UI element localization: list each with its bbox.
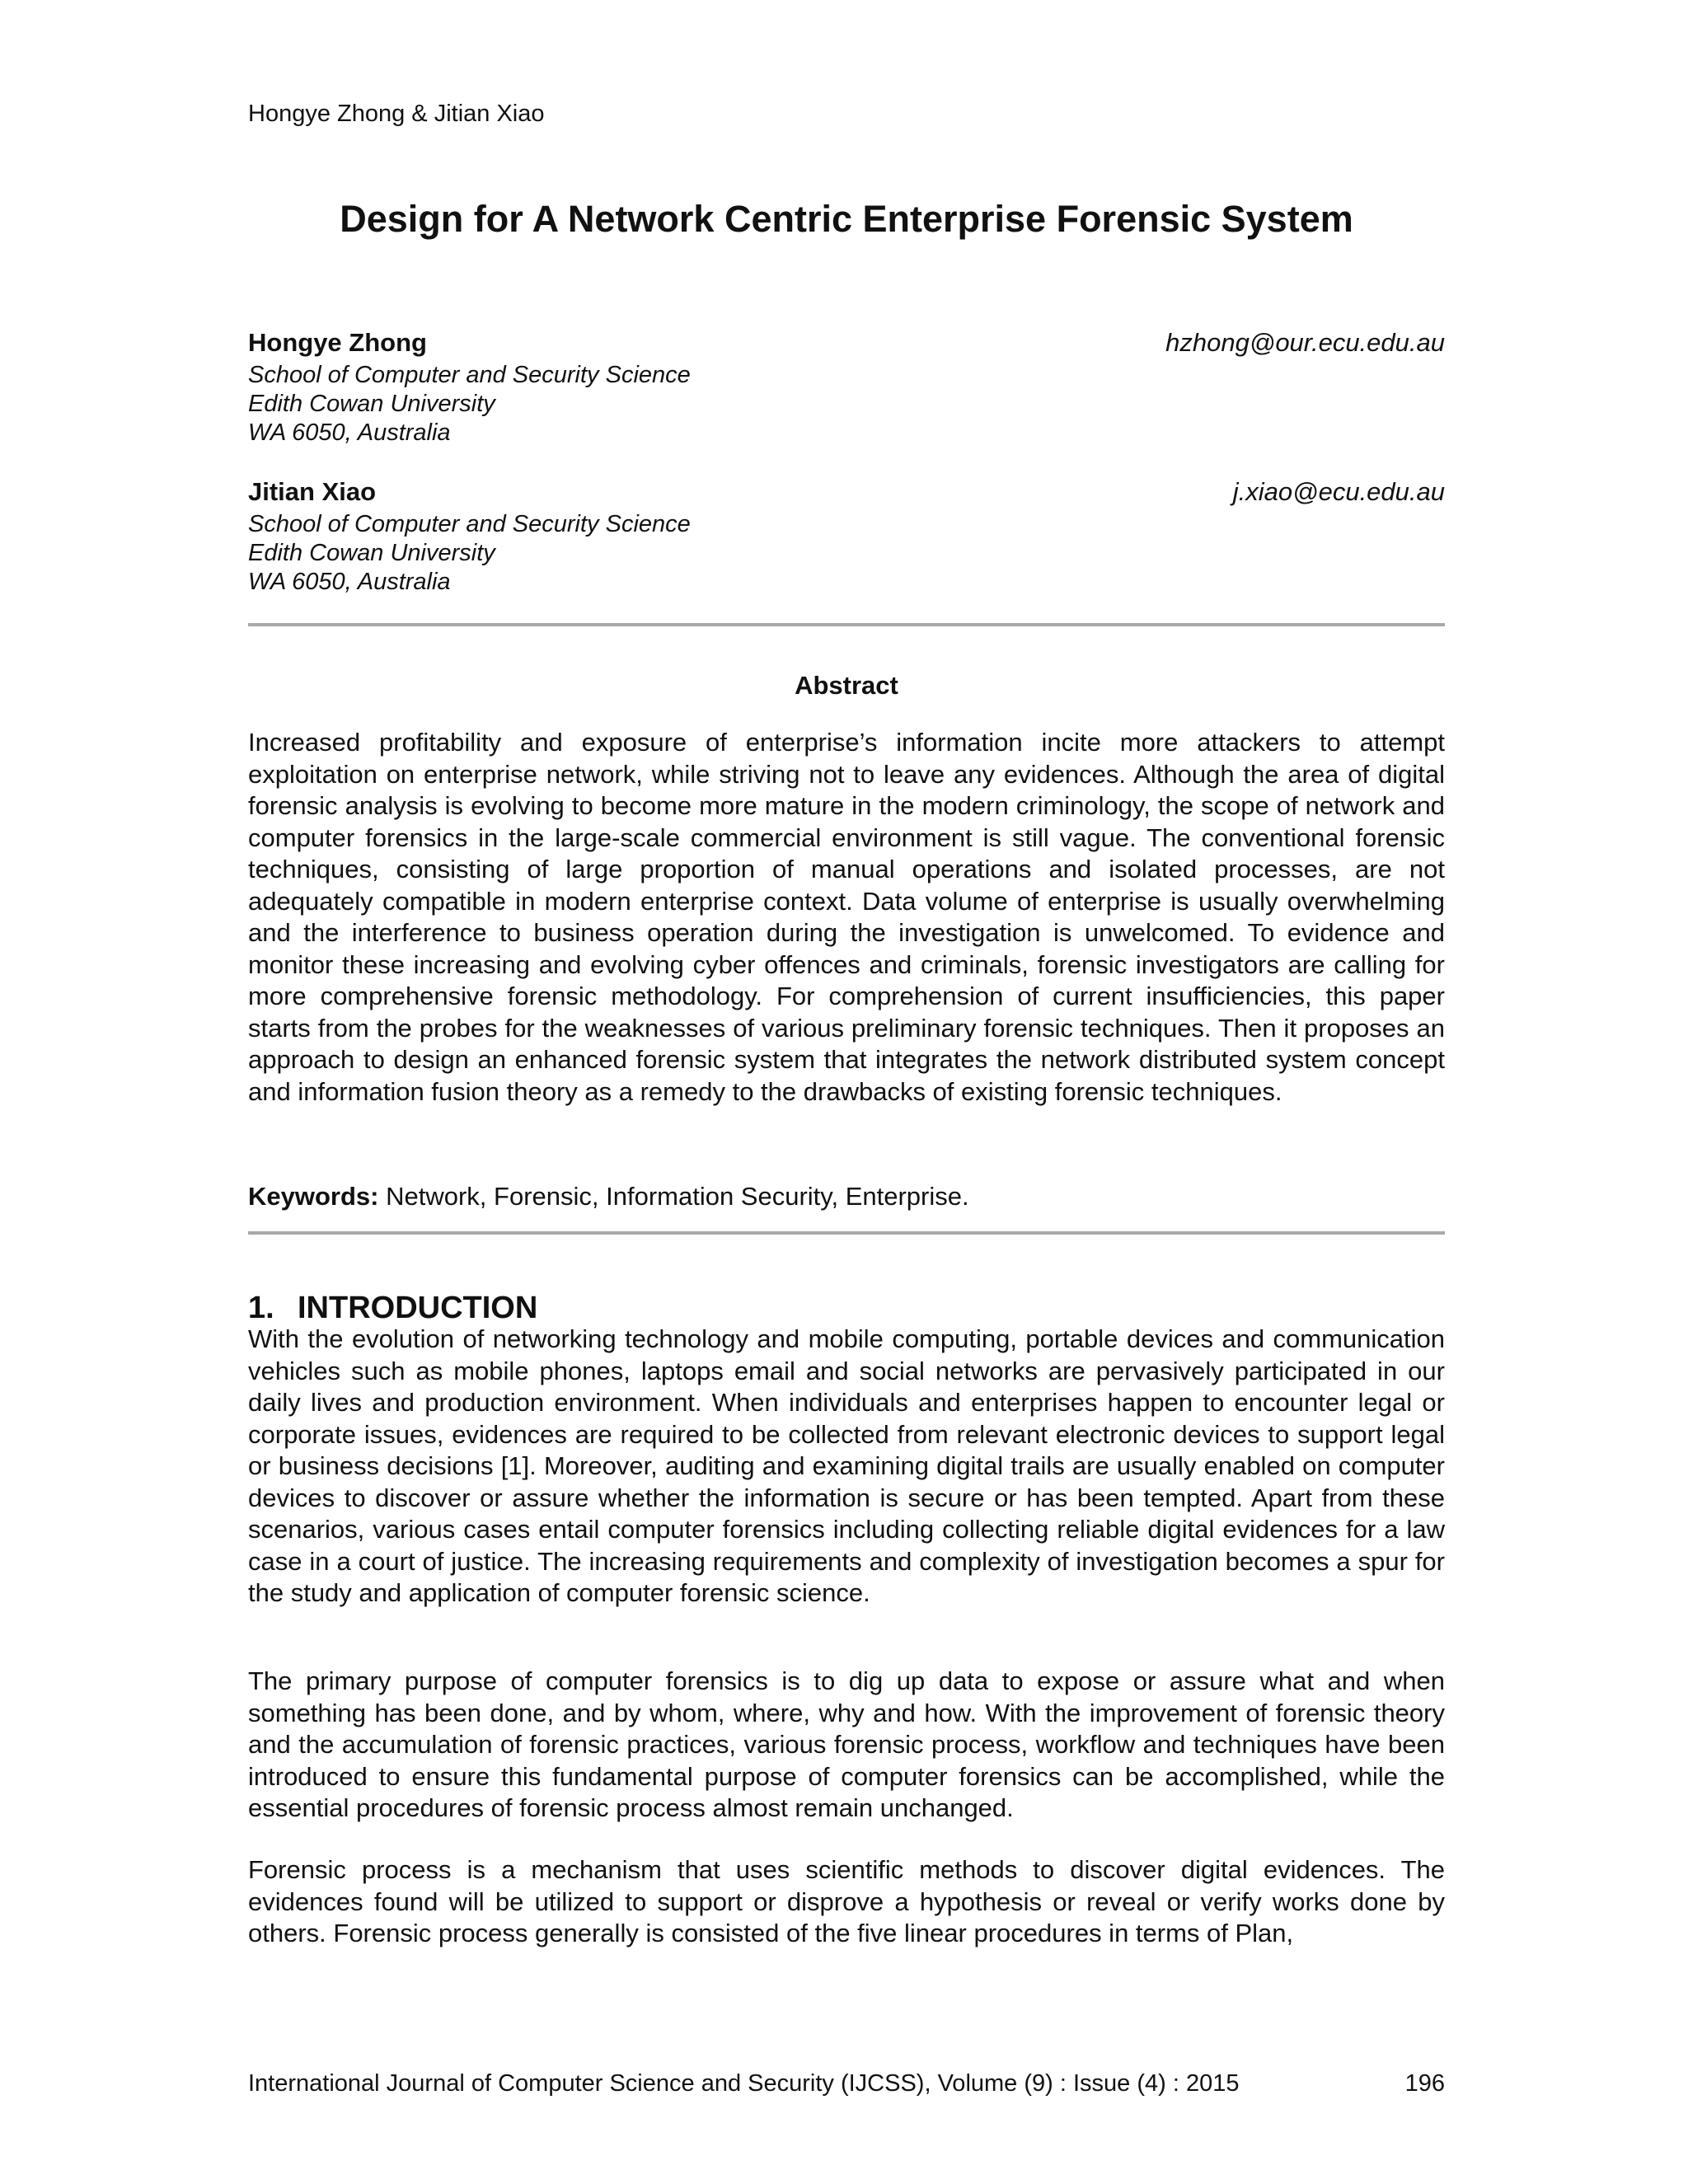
author-name: Jitian Xiao	[248, 477, 377, 506]
abstract-heading: Abstract	[795, 671, 898, 700]
section-heading	[248, 1287, 537, 1329]
paper-title: Design for A Network Centric Enterprise Forensic System	[340, 198, 1353, 240]
body-paragraph: With the evolution of networking technology and mobile computing, portable devices and communication vehicles such as mobile phones, laptops email and social networks are pervasively participated in our daily lives and production environment. When individuals and enterprises happen to encounter legal or corporate issues, evidences are required to be collected from relevant electronic devices to support legal or business decisions [1]. Moreover, auditing and examining digital trails are usually enabled on computer devices to discover or assure whether the information is secure or has been tempted. Apart from these scenarios, various cases entail computer forensics including collecting reliable digital evidences for a law case in a court of justice. The increasing requirements and complexity of investigation becomes a spur for the study and application of computer forensic science.	[248, 1324, 1445, 1607]
affiliation-line: Edith Cowan University	[248, 391, 495, 417]
author-email: j.xiao@ecu.edu.au	[1232, 477, 1445, 506]
abstract-text: Increased profitability and exposure of enterprise’s information incite more attackers to attempt exploitation on enterprise network, while striving not to leave any evidences. Although the area of digital forensic analysis is evolving to become more mature in the modern criminology, the scope of network and computer forensics in the large-scale commercial environment is still vague. The conventional forensic techniques, consisting of large proportion of manual operations and isolated processes, are not adequately compatible in modern enterprise context. Data volume of enterprise is usually overwhelming and the interference to business operation during the investigation is unwelcomed. To evidence and monitor these increasing and evolving cyber offences and criminals, forensic investigators are calling for more comprehensive forensic methodology. For comprehension of current insufficiencies, this paper starts from the probes for the weaknesses of various preliminary forensic techniques. Then it proposes an approach to design an enhanced forensic system that integrates the network distributed system concept and information fusion theory as a remedy to the drawbacks of existing forensic techniques.	[248, 728, 1445, 1106]
running-header: Hongye Zhong & Jitian Xiao	[248, 101, 545, 127]
page-footer	[248, 2067, 1445, 2100]
author-block-2	[248, 474, 1445, 597]
affiliation-line: WA 6050, Australia	[248, 569, 451, 595]
section-number: 1.	[248, 1291, 274, 1325]
divider	[248, 1231, 1445, 1235]
affiliation-line: School of Computer and Security Science	[248, 362, 691, 388]
body-paragraph: The primary purpose of computer forensics is to dig up data to expose or assure what and when something has been done, and by whom, where, why and how. With the improvement of forensic theory and the accumulation of forensic practices, various forensic process, workflow and techniques have been introduced to ensure this fundamental purpose of computer forensics can be accomplished, while the essential procedures of forensic process almost remain unchanged.	[248, 1666, 1445, 1822]
keywords-text: Network, Forensic, Information Security, Enterprise.	[386, 1182, 969, 1211]
affiliation-line: Edith Cowan University	[248, 540, 495, 566]
page-number: 196	[1404, 2070, 1445, 2097]
keywords	[248, 1179, 1445, 1215]
divider	[248, 623, 1445, 626]
section-title: INTRODUCTION	[298, 1291, 538, 1325]
affiliation-line: WA 6050, Australia	[248, 419, 451, 446]
body-paragraph: Forensic process is a mechanism that uses scientific methods to discover digital evidences. The evidences found will be utilized to support or disprove a hypothesis or reveal or verify works done by others. Forensic process generally is consisted of the five linear procedures in terms of Plan,	[248, 1855, 1445, 1947]
author-email: hzhong@our.ecu.edu.au	[1165, 328, 1445, 357]
author-name: Hongye Zhong	[248, 328, 427, 357]
journal-citation: International Journal of Computer Science and Security (IJCSS), Volume (9) : Issue (4) : 2015	[248, 2070, 1240, 2097]
keywords-label: Keywords:	[248, 1182, 379, 1211]
author-block-1	[248, 325, 1445, 448]
affiliation-line: School of Computer and Security Science	[248, 511, 691, 537]
